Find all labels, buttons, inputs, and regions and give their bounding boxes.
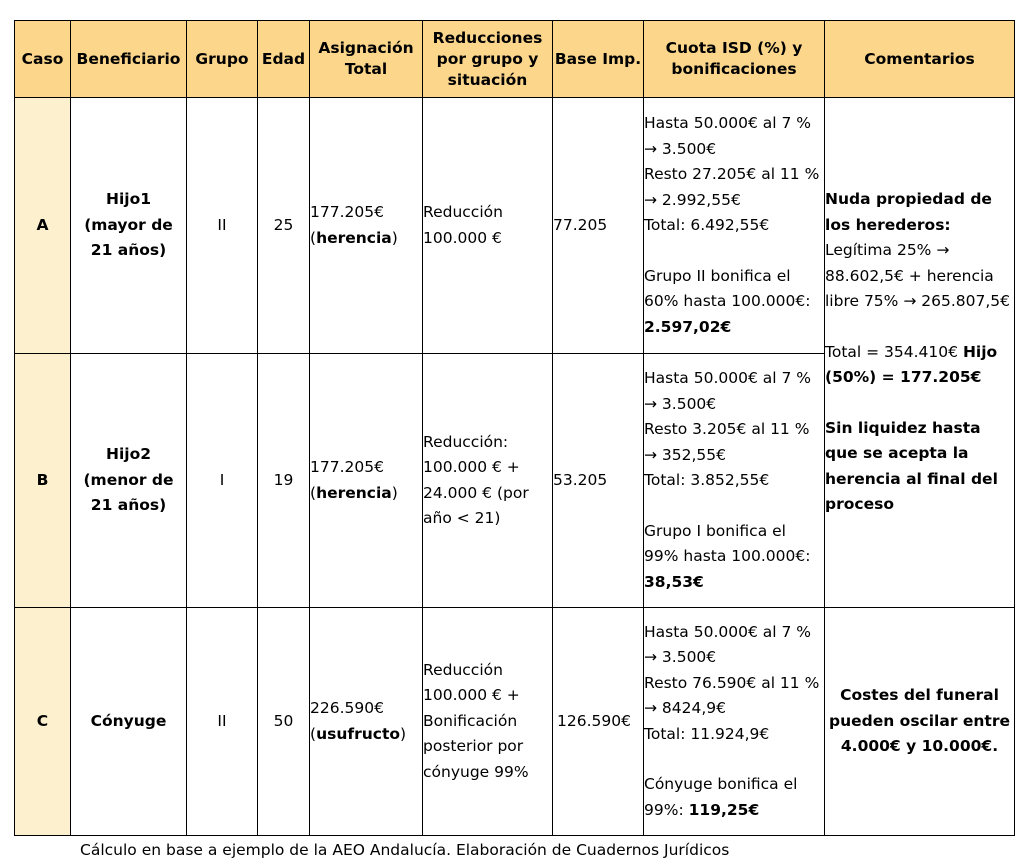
edad-cell: 19 (258, 354, 310, 608)
asignacion-cell (310, 608, 423, 836)
comentario-title: Nuda propiedad de los herederos: (825, 190, 992, 234)
cuota-final: 38,53€ (644, 572, 704, 591)
grupo-cell: II (187, 98, 258, 354)
cuota-bonificacion-text: Grupo I bonifica el 99% hasta 100.000€: (644, 521, 811, 565)
cuota-bonificacion: Grupo II bonifica el 60% hasta 100.000€: (644, 266, 811, 310)
asignacion-value: 177.205€ (310, 203, 384, 221)
beneficiario-cell (71, 98, 187, 354)
header-beneficiario: Beneficiario (71, 21, 187, 98)
cuota-final: 119,25€ (688, 800, 760, 819)
cuota-tramo-1: Hasta 50.000€ al 7 % → 3.500€ (644, 622, 812, 667)
base-cell: 126.590€ (553, 608, 644, 836)
comentario-liquidez: Sin liquidez hasta que se acepta la herencia al final del proceso (825, 418, 998, 514)
asignacion-value: 226.590€ (310, 699, 384, 717)
cuota-bonificacion-text: Cónyuge bonifica el 99%: (644, 775, 798, 819)
reduccion-cell: Reducción 100.000 € + Bonificación posterior por cónyuge 99% (423, 608, 553, 836)
cuota-cell (644, 354, 825, 608)
beneficiario-cell (71, 354, 187, 608)
beneficiario-cell (71, 608, 187, 836)
cuota-total: Total: 3.852,55€ (644, 471, 770, 489)
beneficiario-note-2: 21 años) (90, 241, 167, 260)
cuota-cell (644, 98, 825, 354)
header-asignacion: Asignación Total (310, 21, 423, 98)
asignacion-value: 177.205€ (310, 458, 384, 476)
edad-cell: 50 (258, 608, 310, 836)
table-row-a (15, 98, 1015, 354)
cuota-final: 2.597,02€ (644, 317, 732, 336)
edad-cell: 25 (258, 98, 310, 354)
asignacion-type-label: herencia (316, 483, 392, 502)
asignacion-type: (herencia) (310, 228, 398, 247)
beneficiario-note: (mayor de (84, 215, 173, 234)
header-grupo: Grupo (187, 21, 258, 98)
cuota-total: Total: 6.492,55€ (644, 216, 770, 234)
beneficiario-note-2: 21 años) (90, 496, 167, 515)
header-reducciones: Reducciones por grupo y situación (423, 21, 553, 98)
header-comentarios: Comentarios (825, 21, 1015, 98)
cuota-tramo-1: Hasta 50.000€ al 7 % → 3.500€ (644, 114, 812, 158)
comentario-c-cell: Costes del funeral pueden oscilar entre 4.000€ y 10.000€. (825, 608, 1015, 836)
base-cell: 53.205 (553, 354, 644, 608)
comentario-ab-cell (825, 98, 1015, 608)
caso-cell: B (15, 354, 71, 608)
asignacion-cell (310, 98, 423, 354)
asignacion-type: (herencia) (310, 483, 398, 502)
cuota-tramo-2: Resto 76.590€ al 11 % → 8424,9€ (644, 673, 820, 718)
cuota-tramo-2: Resto 27.205€ al 11 % → 2.992,55€ (644, 165, 820, 209)
reduccion-cell: Reducción: 100.000 € + 24.000 € (por año < 21) (423, 354, 553, 608)
cuota-bonificacion (644, 519, 824, 596)
isd-table (14, 20, 1015, 836)
beneficiario-note: (menor de (83, 470, 174, 489)
cuota-tramo-1: Hasta 50.000€ al 7 % → 3.500€ (644, 369, 812, 413)
asignacion-type-label: herencia (316, 228, 392, 247)
header-cuota: Cuota ISD (%) y bonificaciones (644, 21, 825, 98)
cuota-tramo-2: Resto 3.205€ al 11 % → 352,55€ (644, 420, 810, 464)
beneficiario-name: Hijo2 (105, 445, 152, 464)
comentario-legitima: Legítima 25% → 88.602,5€ + herencia libre 75% → 265.807,5€ (825, 241, 1010, 311)
table-row-c (15, 608, 1015, 836)
grupo-cell: II (187, 608, 258, 836)
cuota-bonificacion (644, 772, 824, 823)
comentario-total (825, 340, 1014, 391)
table-caption: Cálculo en base a ejemplo de la AEO Andalucía. Elaboración de Cuadernos Jurídicos (80, 841, 730, 859)
cuota-cell (644, 608, 825, 836)
header-caso: Caso (15, 21, 71, 98)
asignacion-cell (310, 354, 423, 608)
cuota-total: Total: 11.924,9€ (644, 724, 770, 743)
asignacion-type: (usufructo) (310, 724, 407, 743)
beneficiario-name: Hijo1 (105, 190, 152, 209)
asignacion-type-label: usufructo (316, 724, 401, 743)
header-row (15, 21, 1015, 98)
reduccion-cell: Reducción 100.000 € (423, 98, 553, 354)
caso-cell: A (15, 98, 71, 354)
comentario-hijo-share: Hijo (50%) = 177.205€ (825, 342, 998, 387)
base-cell: 77.205 (553, 98, 644, 354)
grupo-cell: I (187, 354, 258, 608)
header-edad: Edad (258, 21, 310, 98)
header-base: Base Imp. (553, 21, 644, 98)
comentario-total-prefix: Total = 354.410€ (825, 342, 958, 361)
beneficiario-name: Cónyuge (90, 711, 167, 730)
caso-cell: C (15, 608, 71, 836)
